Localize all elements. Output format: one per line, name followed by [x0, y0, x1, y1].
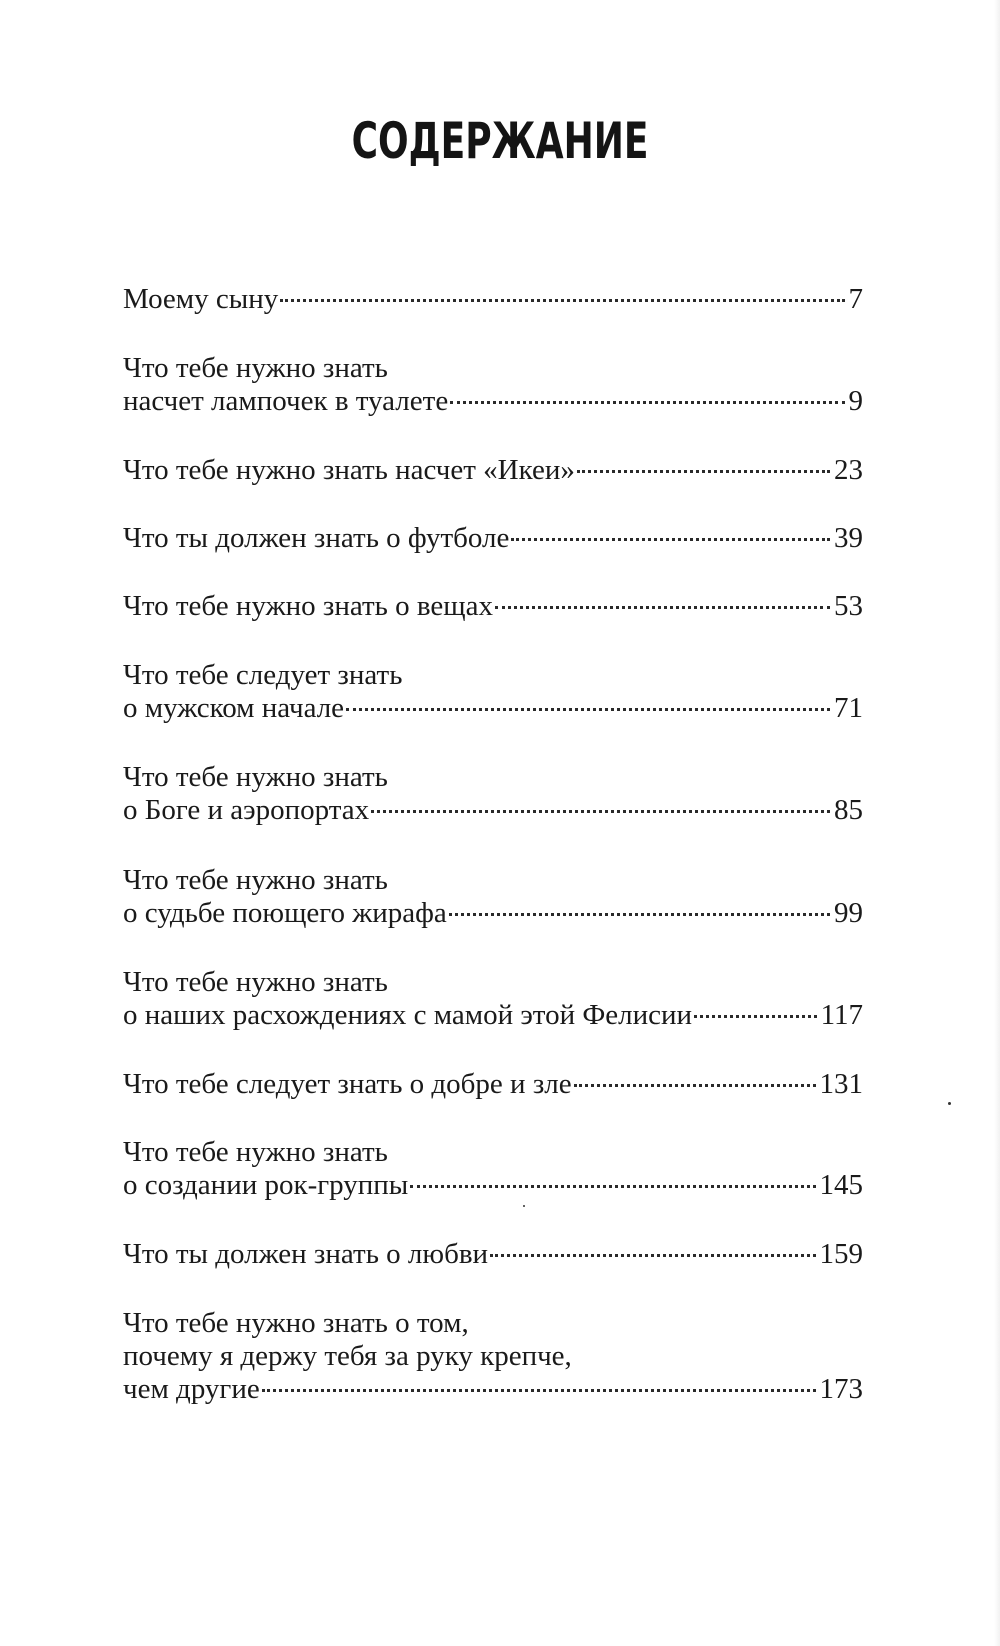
toc-entry: [123, 761, 863, 827]
dot-leader: [262, 1389, 816, 1392]
toc-entry-title: почему я держу тебя за руку крепче,: [123, 1340, 572, 1372]
toc-entry-last-line: [123, 692, 863, 725]
toc-entry-title: Что тебе нужно знать о вещах: [123, 590, 493, 622]
toc-page-number: 117: [820, 999, 863, 1031]
toc-entry-title: Что ты должен знать о любви: [123, 1238, 489, 1270]
toc-entry-title: о создании рок-группы: [123, 1169, 409, 1201]
print-speck: [523, 1205, 525, 1207]
toc-entry: [123, 590, 863, 623]
dot-leader: [574, 1084, 816, 1087]
toc-entry-title: Что тебе нужно знать: [123, 864, 388, 896]
toc-entry-title: Моему сыну: [123, 283, 279, 315]
toc-entry: [123, 1238, 863, 1271]
toc-entry-last-line: [123, 385, 863, 418]
dot-leader: [280, 299, 844, 302]
toc-entry-last-line: [123, 1169, 863, 1202]
toc-entry: [123, 864, 863, 930]
toc-entry-title: Что тебе нужно знать: [123, 352, 388, 384]
toc-entry: [123, 522, 863, 555]
toc-entry: [123, 659, 863, 725]
dot-leader: [410, 1185, 815, 1188]
toc-entry-title: Что тебе следует знать о добре и зле: [123, 1068, 572, 1100]
toc-page-number: 131: [819, 1068, 863, 1100]
toc-entry-title: Что тебе нужно знать: [123, 966, 388, 998]
toc-entry-last-line: [123, 999, 863, 1032]
print-speck: [948, 1102, 951, 1105]
toc-entry-title: о Боге и аэропортах: [123, 794, 370, 826]
dot-leader: [449, 913, 830, 916]
toc-page-number: 39: [834, 522, 863, 554]
toc-entry-last-line: [123, 454, 863, 487]
dot-leader: [694, 1015, 817, 1018]
toc-page-number: 145: [819, 1169, 863, 1201]
dot-leader: [490, 1254, 815, 1257]
toc-entry: [123, 283, 863, 316]
toc-entry: [123, 454, 863, 487]
toc-entry-title: Что тебе следует знать: [123, 659, 403, 691]
toc-page-number: 7: [848, 283, 863, 315]
toc-entry: [123, 352, 863, 418]
toc-entry-last-line: [123, 522, 863, 555]
toc-page-number: 173: [819, 1373, 863, 1405]
dot-leader: [495, 606, 830, 609]
toc-entry-title: насчет лампочек в туалете: [123, 385, 449, 417]
toc-page-number: 23: [834, 454, 863, 486]
toc-entry-last-line: [123, 897, 863, 930]
toc-page-number: 71: [834, 692, 863, 724]
toc-entry-title: о наших расхождениях с мамой этой Фелисии: [123, 999, 693, 1031]
toc-entry: [123, 1136, 863, 1202]
toc-page-number: 53: [834, 590, 863, 622]
toc-entry-title: Что тебе нужно знать насчет «Икеи»: [123, 454, 575, 486]
toc-page-number: 85: [834, 794, 863, 826]
toc-entry-last-line: [123, 1238, 863, 1271]
toc-entry-title: Что тебе нужно знать: [123, 761, 388, 793]
dot-leader: [371, 810, 830, 813]
dot-leader: [346, 708, 830, 711]
toc-page-number: 99: [834, 897, 863, 929]
toc-page-number: 159: [819, 1238, 863, 1270]
toc-entry-last-line: [123, 794, 863, 827]
toc-entry: [123, 1068, 863, 1101]
toc-entry: [123, 1307, 863, 1406]
toc-entry: [123, 966, 863, 1032]
toc-page-number: 9: [848, 385, 863, 417]
page-edge-shadow: [994, 0, 1000, 1646]
toc-entry-last-line: [123, 1068, 863, 1101]
toc-entry-last-line: [123, 1373, 863, 1406]
toc-entry-title: Что тебе нужно знать: [123, 1136, 388, 1168]
dot-leader: [450, 401, 844, 404]
page-title: СОДЕРЖАНИЕ: [351, 112, 649, 170]
toc-entry-last-line: [123, 590, 863, 623]
toc-entry-title: чем другие: [123, 1373, 260, 1405]
toc-entry-title: о судьбе поющего жирафа: [123, 897, 447, 929]
dot-leader: [511, 538, 830, 541]
dot-leader: [577, 470, 830, 473]
toc-entry-title: Что тебе нужно знать о том,: [123, 1307, 469, 1339]
toc-entry-last-line: [123, 283, 863, 316]
toc-entry-title: Что ты должен знать о футболе: [123, 522, 510, 554]
toc-entry-title: о мужском начале: [123, 692, 345, 724]
